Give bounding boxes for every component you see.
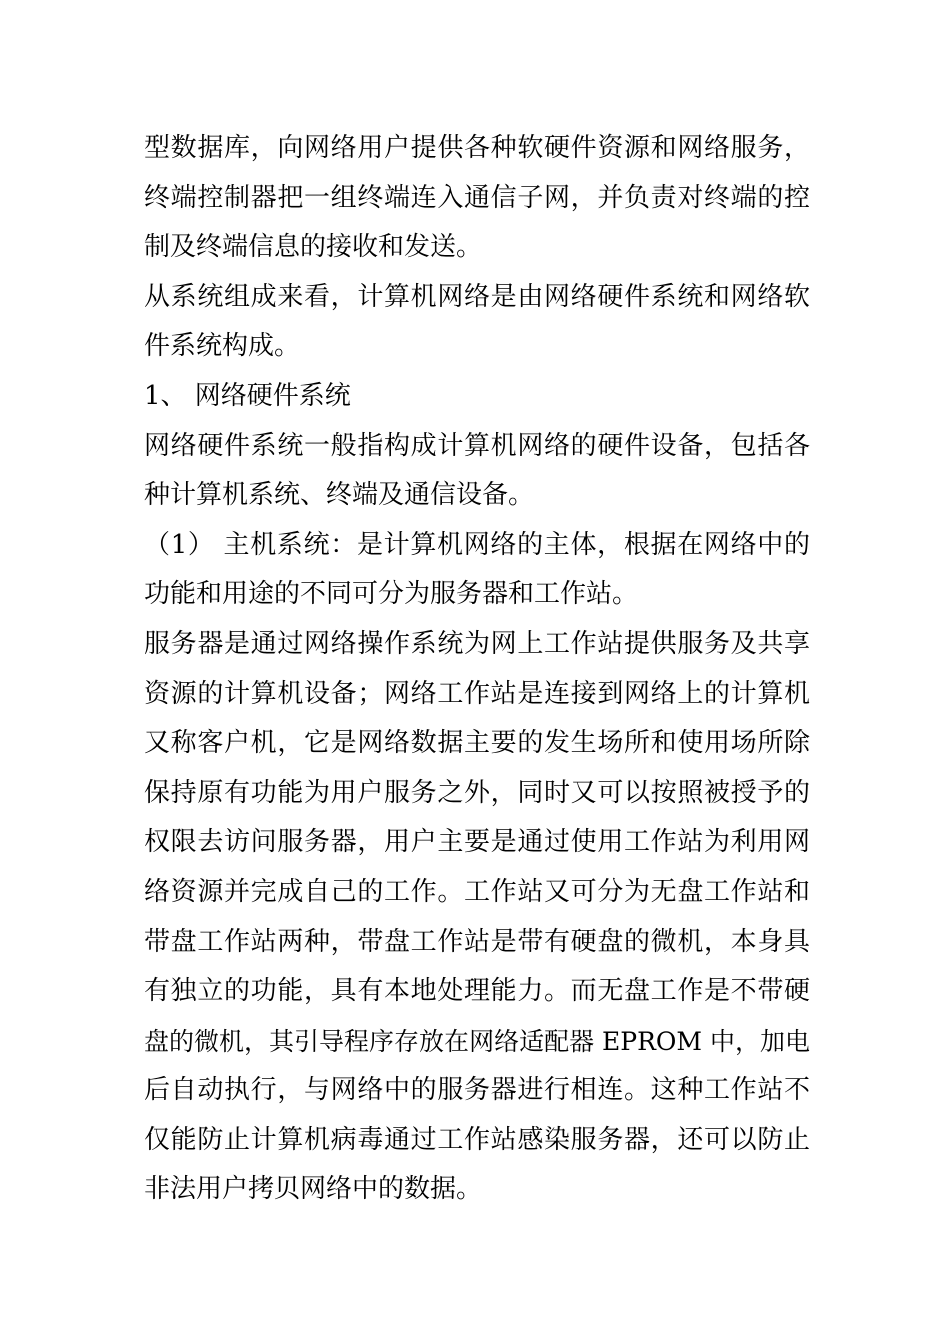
text-line: 服务器是通过网络操作系统为网上工作站提供服务及共享 <box>144 628 810 659</box>
text-line: 资源的计算机设备；网络工作站是连接到网络上的计算机 <box>144 678 810 709</box>
text-line: 功能和用途的不同可分为服务器和工作站。 <box>144 579 639 610</box>
text-line: 型数据库，向网络用户提供各种软硬件资源和网络服务， <box>144 133 810 163</box>
text-line: 仅能防止计算机病毒通过工作站感染服务器，还可以防止 <box>144 1124 810 1155</box>
text-line: 盘的微机，其引导程序存放在网络适配器 EPROM 中，加电 <box>144 1026 810 1056</box>
text-line: 件系统构成。 <box>144 331 301 362</box>
text-line: 非法用户拷贝网络中的数据。 <box>144 1174 483 1205</box>
text-line: 又称客户机，它是网络数据主要的发生场所和使用场所除 <box>144 728 810 759</box>
text-line: 保持原有功能为用户服务之外，同时又可以按照被授予的 <box>144 777 810 808</box>
text-line: 1、 网络硬件系统 <box>144 380 351 411</box>
text-line: 权限去访问服务器，用户主要是通过使用工作站为利用网 <box>144 827 810 858</box>
text-line: 带盘工作站两种，带盘工作站是带有硬盘的微机，本身具 <box>144 926 810 957</box>
text-line: 种计算机系统、终端及通信设备。 <box>144 480 535 511</box>
text-line: 从系统组成来看，计算机网络是由网络硬件系统和网络软 <box>144 281 810 312</box>
text-line: 制及终端信息的接收和发送。 <box>144 232 483 263</box>
text-line: 网络硬件系统一般指构成计算机网络的硬件设备，包括各 <box>144 430 810 461</box>
text-line: 有独立的功能，具有本地处理能力。而无盘工作是不带硬 <box>144 976 810 1007</box>
text-line: 络资源并完成自己的工作。工作站又可分为无盘工作站和 <box>144 876 810 907</box>
text-line: （1） 主机系统：是计算机网络的主体，根据在网络中的 <box>144 529 810 560</box>
document-body <box>144 124 810 1215</box>
text-line: 后自动执行，与网络中的服务器进行相连。这种工作站不 <box>144 1075 810 1106</box>
text-line: 终端控制器把一组终端连入通信子网，并负责对终端的控 <box>144 182 810 213</box>
